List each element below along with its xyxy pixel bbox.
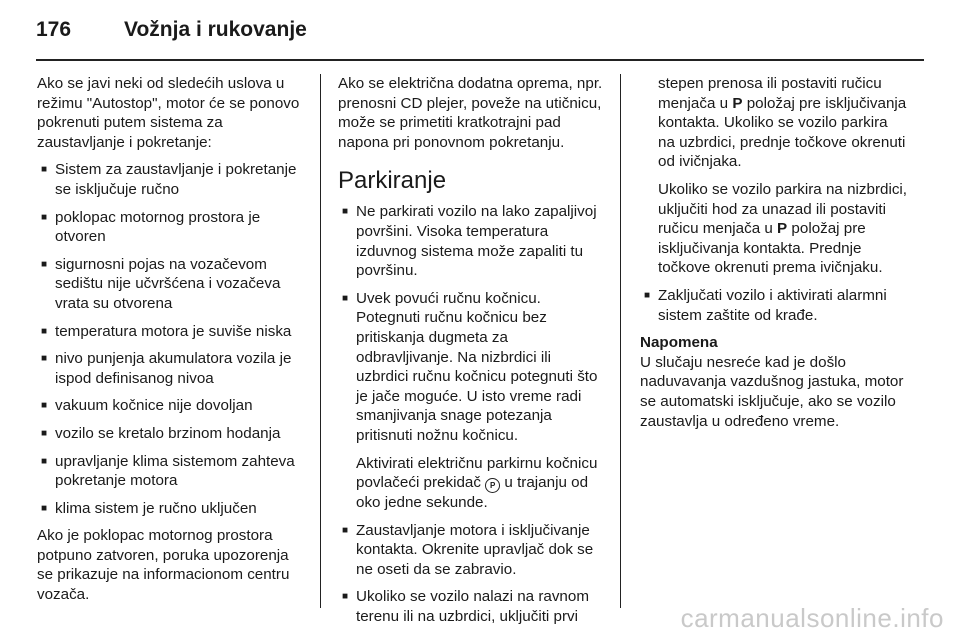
downhill-p-label: P — [777, 220, 788, 238]
electric-brake-text-b: u trajanju od oko jedne sekunde. — [356, 474, 589, 512]
list-item: ■ upravljanje klima sistemom zahteva pokretanje motora — [37, 452, 305, 491]
page-number: 176 — [36, 18, 72, 41]
section-title: Parkiranje — [338, 167, 447, 195]
list-item: ■ Zaustavljanje motora i isključivanje kontakta. Okrenite upravljač dok se ne oseti da se zabravio. — [338, 521, 606, 580]
list-item: ■ temperatura motora je suviše niska — [37, 322, 305, 342]
parking-list — [338, 202, 606, 445]
gear-text-b: položaj pre isključivanja kontakta. Ukoliko se vozilo parkira na uzbrdici, prednje točkove okrenuti od ivičnjaka. — [658, 94, 907, 171]
note-text: U slučaju nesreće kad je došlo naduvavanja vazdušnog jastuka, motor se automatski isključuje, ako se vozilo zaustavlja u određeno vreme. — [640, 353, 904, 430]
accessory-note: Ako se električna dodatna oprema, npr. prenosni CD plejer, poveže na utičnicu, može se primetiti kratkotrajni pad napona pri ponovnom pokretanju. — [338, 75, 603, 151]
list-item: ■ sigurnosni pojas na vozačevom sedištu nije učvršćena i vozačeva vrata su otvorena — [37, 255, 305, 314]
list-item: ■ klima sistem je ručno uključen — [37, 499, 305, 519]
gear-p-label: P — [732, 94, 743, 112]
column-1 — [37, 74, 305, 613]
list-item: ■ Sistem za zaustavljanje i pokretanje se isključuje ručno — [37, 160, 305, 199]
column-2 — [338, 74, 606, 635]
downhill-text-a: Ukoliko se vozilo parkira na nizbrdici, uključiti hod za unazad ili postaviti ručicu menjača u — [658, 180, 908, 238]
list-item — [338, 289, 606, 446]
electric-brake-text-a: Aktivirati električnu parkirnu kočnicu povlačeći prekidač — [356, 454, 598, 492]
hood-warning-text: Ako je poklopac motornog prostora potpuno zatvoren, poruka upozorenja se prikazuje na informacionom centru vozača. — [37, 527, 290, 604]
electric-brake-text — [338, 454, 606, 513]
downhill-text-b: položaj pre isključivanja kontakta. Prednje točkove okrenuti prema ivičnjaku. — [658, 220, 883, 277]
restart-conditions-list — [37, 160, 305, 518]
gear-continuation — [640, 74, 908, 172]
list-item: ■ nivo punjenja akumulatora vozila je ispod definisanog nivoa — [37, 349, 305, 388]
list-item: ■ Zaključati vozilo i aktivirati alarmni sistem zaštite od krađe. — [640, 286, 908, 325]
list-item: ■ Ukoliko se vozilo nalazi na ravnom terenu ili na uzbrdici, uključiti prvi — [338, 587, 606, 626]
chapter-title: Vožnja i rukovanje — [124, 18, 307, 41]
parking-list-end — [640, 286, 908, 325]
list-item: ■ poklopac motornog prostora je otvoren — [37, 208, 305, 247]
parking-brake-icon: P — [485, 478, 500, 493]
list-item: ■ vozilo se kretalo brzinom hodanja — [37, 424, 305, 444]
note-title: Napomena — [640, 334, 718, 352]
gear-text-a: stepen prenosa ili postaviti ručicu menjača u — [658, 75, 882, 112]
watermark: carmanualsonline.info — [680, 603, 944, 633]
list-item: ■ Ne parkirati vozilo na lako zapaljivoj površini. Visoka temperatura izduvnog sistema može zapaliti tu površinu. — [338, 202, 606, 280]
page-header — [36, 18, 307, 48]
downhill-text — [640, 180, 908, 278]
autostop-intro: Ako se javi neki od sledećih uslova u režimu "Autostop", motor će se ponovo pokrenuti putem sistema za zaustavljanje i pokretanje: — [37, 75, 300, 151]
header-rule — [36, 59, 924, 61]
column-divider — [320, 74, 321, 608]
handbrake-text: Uvek povući ručnu kočnicu. Potegnuti ručnu kočnicu bez pritiskanja dugmeta za odbravljivanje. Na nizbrdici ili uzbrdici ručnu kočnicu potegnuti što je jače moguće. U isto vreme radi smanjivanja snage potezanja pritisnuti nožnu kočnicu. — [356, 289, 598, 444]
parking-list-cont — [338, 521, 606, 627]
column-3 — [640, 74, 908, 439]
list-item: ■ vakuum kočnice nije dovoljan — [37, 396, 305, 416]
column-divider — [620, 74, 621, 608]
